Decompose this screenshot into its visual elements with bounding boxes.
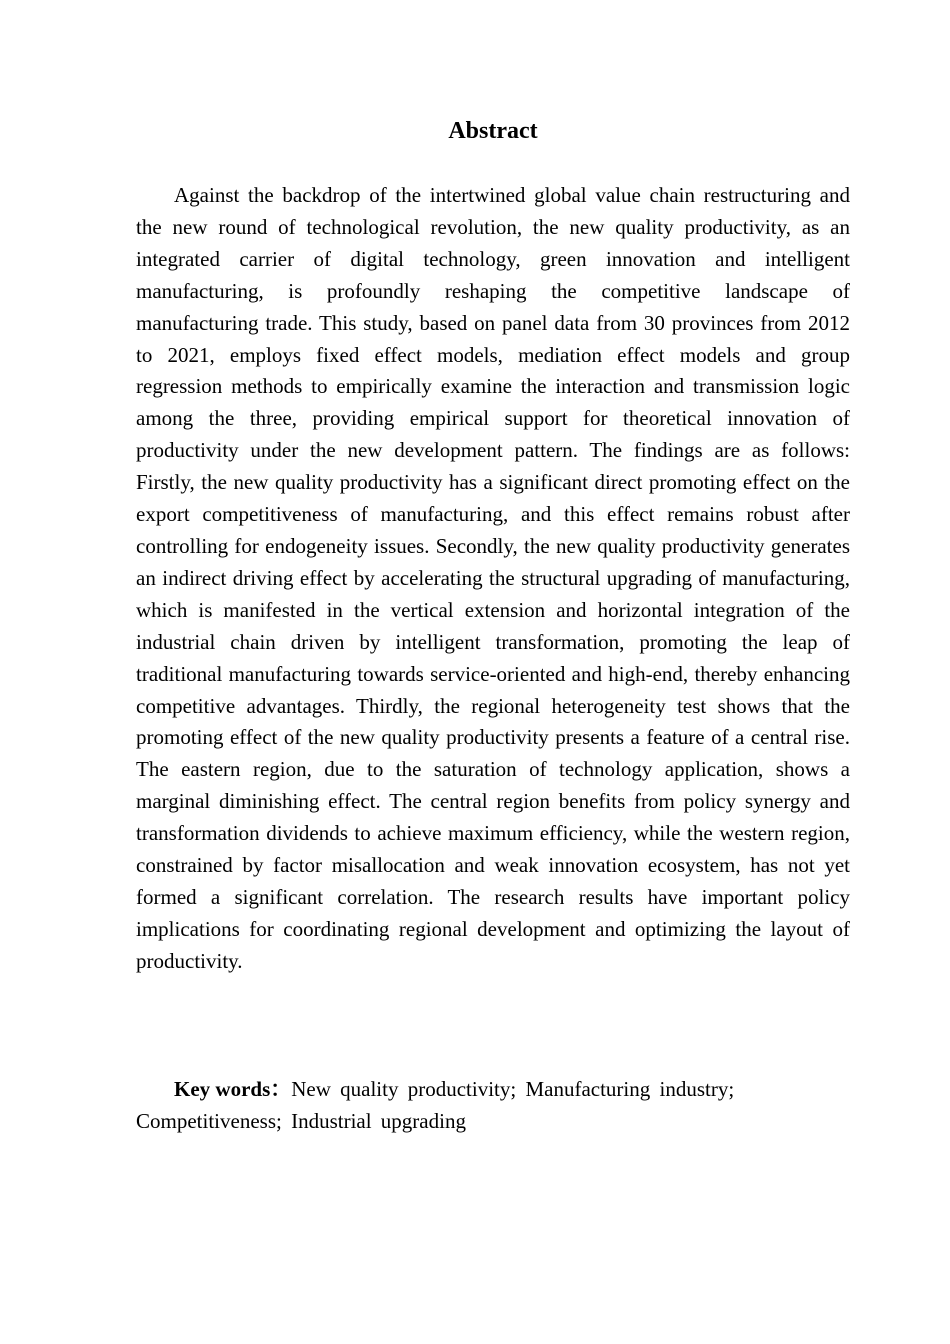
abstract-body: Against the backdrop of the intertwined global value chain restructuring and the new round of technological revolution, the new quality productivity, as an integrated carrier of digital technology, green innovation and intelligent manufacturing, is profoundly reshaping the competitive landscape of manufacturing trade. This study, based on panel data from 30 provinces from 2012 to 2021, employs fixed effect models, mediation effect models and group regression methods to empirically examine the interaction and transmission logic among the three, providing empirical support for theoretical innovation of productivity under the new development pattern. The findings are as follows: Firstly, the new quality productivity has a significant direct promoting effect on the export competitiveness of manufacturing, and this effect remains robust after controlling for endogeneity issues. Secondly, the new quality productivity generates an indirect driving effect by accelerating the structural upgrading of manufacturing, which is manifested in the vertical extension and horizontal integration of the industrial chain driven by intelligent transformation, promoting the leap of traditional manufacturing towards service-oriented and high-end, thereby enhancing competitive advantages. Thirdly, the regional heterogeneity test shows that the promoting effect of the new quality productivity presents a feature of a central rise. The eastern region, due to the saturation of technology application, shows a marginal diminishing effect. The central region benefits from policy synergy and transformation dividends to achieve maximum efficiency, while the western region, constrained by factor misallocation and weak innovation ecosystem, has not yet formed a significant correlation. The research results have important policy implications for coordinating regional development and optimizing the layout of productivity. — [136, 183, 850, 973]
keywords-label: Key words： — [174, 1077, 292, 1101]
abstract-title: Abstract — [448, 118, 538, 144]
keywords-paragraph — [136, 1074, 786, 1138]
keywords-text: New quality productivity; Manufacturing industry; Competitiveness; Industrial upgrading — [136, 1077, 735, 1133]
